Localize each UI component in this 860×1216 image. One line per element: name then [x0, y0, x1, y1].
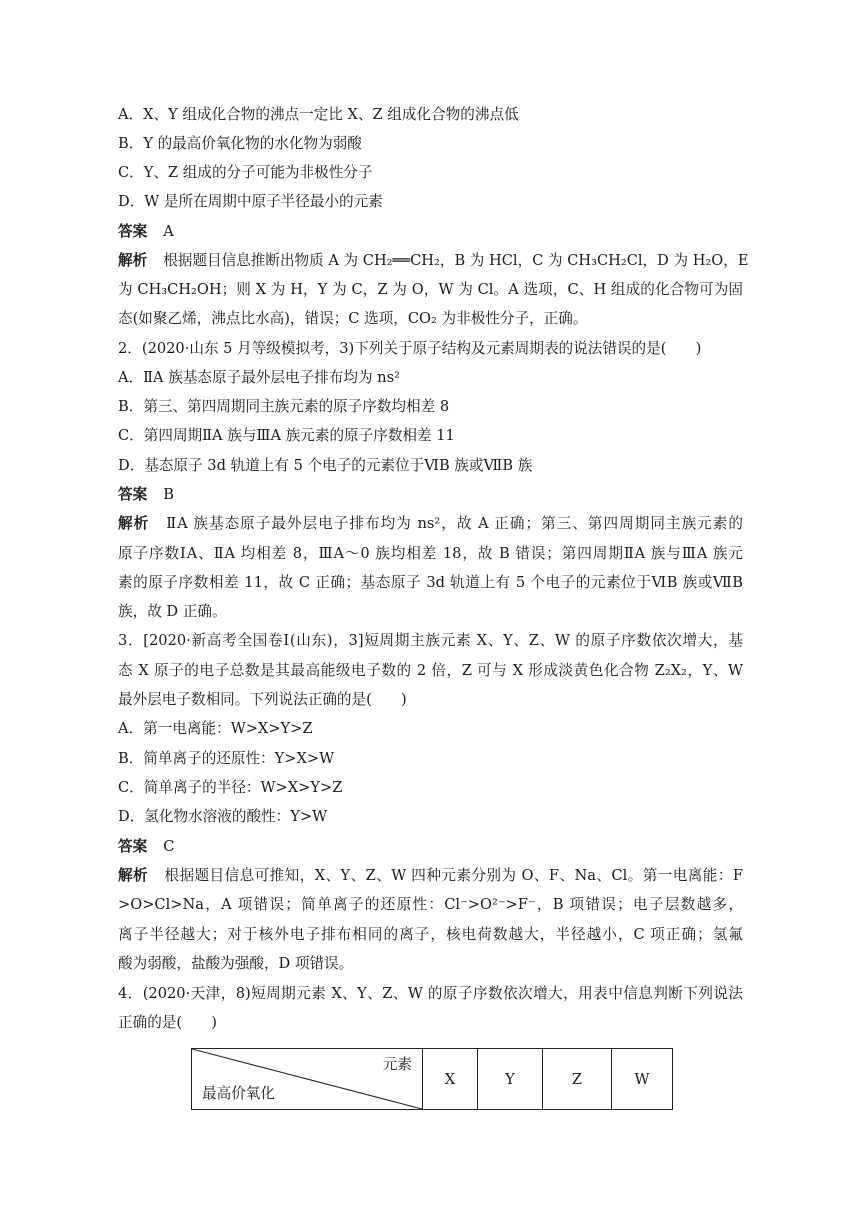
q3-stem-line: 3．[2020·新高考全国卷Ⅰ(山东)，3]短周期主族元素 X、Y、Z、W 的原子序数依次增大，基: [118, 632, 743, 649]
table-header-cell: X: [423, 1049, 478, 1110]
q4-stem-line: 4．(2020·天津，8)短周期元素 X、Y、Z、W 的原子序数依次增大，用表中信息判断下列说法: [118, 985, 743, 1002]
corner-top-label: 元素: [382, 1056, 412, 1073]
q3-option-d: D．氢化物水溶液的酸性：Y>W: [118, 808, 328, 825]
answer-label: 答案: [118, 838, 148, 855]
corner-bottom-label: 最高价氧化: [202, 1085, 275, 1102]
table-header-cell: W: [612, 1049, 673, 1110]
q2-analysis-line: 素的原子序数相差 11，故 C 正确；基态原子 3d 轨道上有 5 个电子的元素位于ⅥB 族或ⅦB: [118, 574, 743, 591]
q2-analysis-line: 族，故 D 正确。: [118, 603, 227, 620]
table-header-cell: Y: [478, 1049, 543, 1110]
table-header-row: [192, 1049, 673, 1110]
q2-answer: [118, 484, 743, 506]
q3-analysis-line: 酸为弱酸，盐酸为强酸，D 项错误。: [118, 955, 354, 972]
answer-label: 答案: [118, 223, 148, 240]
q3-analysis-line: >O>Cl>Na，A 项错误；简单离子的还原性：Cl⁻>O²⁻>F⁻，B 项错误；电子层数越多，: [118, 896, 743, 913]
q1-analysis-line: 态(如聚乙烯，沸点比水高)，错误；C 选项，CO₂ 为非极性分子，正确。: [118, 310, 588, 327]
q3-analysis-line: 离子半径越大；对于核外电子排布相同的离子，核电荷数越大，半径越小，C 项正确；氢氟: [118, 926, 743, 943]
analysis-label: 解析: [118, 515, 150, 532]
q3-answer: [118, 836, 743, 858]
q1-option-c: C．Y、Z 组成的分子可能为非极性分子: [118, 164, 373, 181]
q2-option-d: D．基态原子 3d 轨道上有 5 个电子的元素位于ⅥB 族或ⅦB 族: [118, 457, 533, 474]
answer-label: 答案: [118, 486, 148, 503]
q3-stem-line: 最外层电子数相同。下列说法正确的是( ): [118, 691, 407, 708]
q1-option-a: A．X、Y 组成化合物的沸点一定比 X、Z 组成化合物的沸点低: [118, 106, 519, 123]
analysis-label: 解析: [118, 867, 149, 884]
q4-stem-line: 正确的是( ): [118, 1014, 217, 1031]
q3-analysis-line: [118, 865, 743, 887]
q3-stem-line: 态 X 原子的电子总数是其最高能级电子数的 2 倍，Z 可与 X 形成淡黄色化合物 Z₂X₂，Y、W: [118, 662, 743, 679]
analysis-text: 根据题目信息推断出物质 A 为 CH₂══CH₂，B 为 HCl，C 为 CH₃CH₂Cl，D 为 H₂O，E: [163, 252, 749, 269]
answer-value: B: [163, 486, 174, 503]
q3-option-a: A．第一电离能：W>X>Y>Z: [118, 720, 313, 737]
answer-value: C: [163, 838, 175, 855]
analysis-text: 根据题目信息可推知，X、Y、Z、W 四种元素分别为 O、F、Na、Cl。第一电离能：F: [164, 867, 743, 884]
q3-option-b: B．简单离子的还原性：Y>X>W: [118, 750, 335, 767]
q1-option-d: D．W 是所在周期中原子半径最小的元素: [118, 193, 383, 210]
q1-analysis-line: [118, 250, 749, 272]
analysis-label: 解析: [118, 252, 148, 269]
analysis-text: ⅡA 族基态原子最外层电子排布均为 ns²，故 A 正确；第三、第四周期同主族元素的: [165, 515, 743, 532]
q1-option-b: B．Y 的最高价氧化物的水化物为弱酸: [118, 135, 362, 152]
q1-analysis-line: 为 CH₃CH₂OH；则 X 为 H，Y 为 C，Z 为 O，W 为 Cl。A 选项，C、H 组成的化合物可为固: [118, 281, 743, 298]
q2-option-b: B．第三、第四周期同主族元素的原子序数均相差 8: [118, 398, 450, 415]
element-info-table: [191, 1048, 673, 1110]
answer-value: A: [163, 223, 174, 240]
q2-stem: 2．(2020·山东 5 月等级模拟考，3)下列关于原子结构及元素周期表的说法错误的是( ): [118, 340, 702, 357]
q2-option-a: A．ⅡA 族基态原子最外层电子排布均为 ns²: [118, 369, 400, 386]
q3-option-c: C．简单离子的半径：W>X>Y>Z: [118, 779, 343, 796]
q1-answer: [118, 221, 743, 243]
q2-analysis-line: 原子序数ⅠA、ⅡA 均相差 8，ⅢA～0 族均相差 18，故 B 错误；第四周期ⅡA 族与ⅢA 族元: [118, 545, 743, 562]
q2-analysis-line: [118, 513, 743, 535]
table-header-cell: Z: [543, 1049, 612, 1110]
table-corner-cell: [192, 1049, 423, 1110]
q2-option-c: C．第四周期ⅡA 族与ⅢA 族元素的原子序数相差 11: [118, 427, 455, 444]
